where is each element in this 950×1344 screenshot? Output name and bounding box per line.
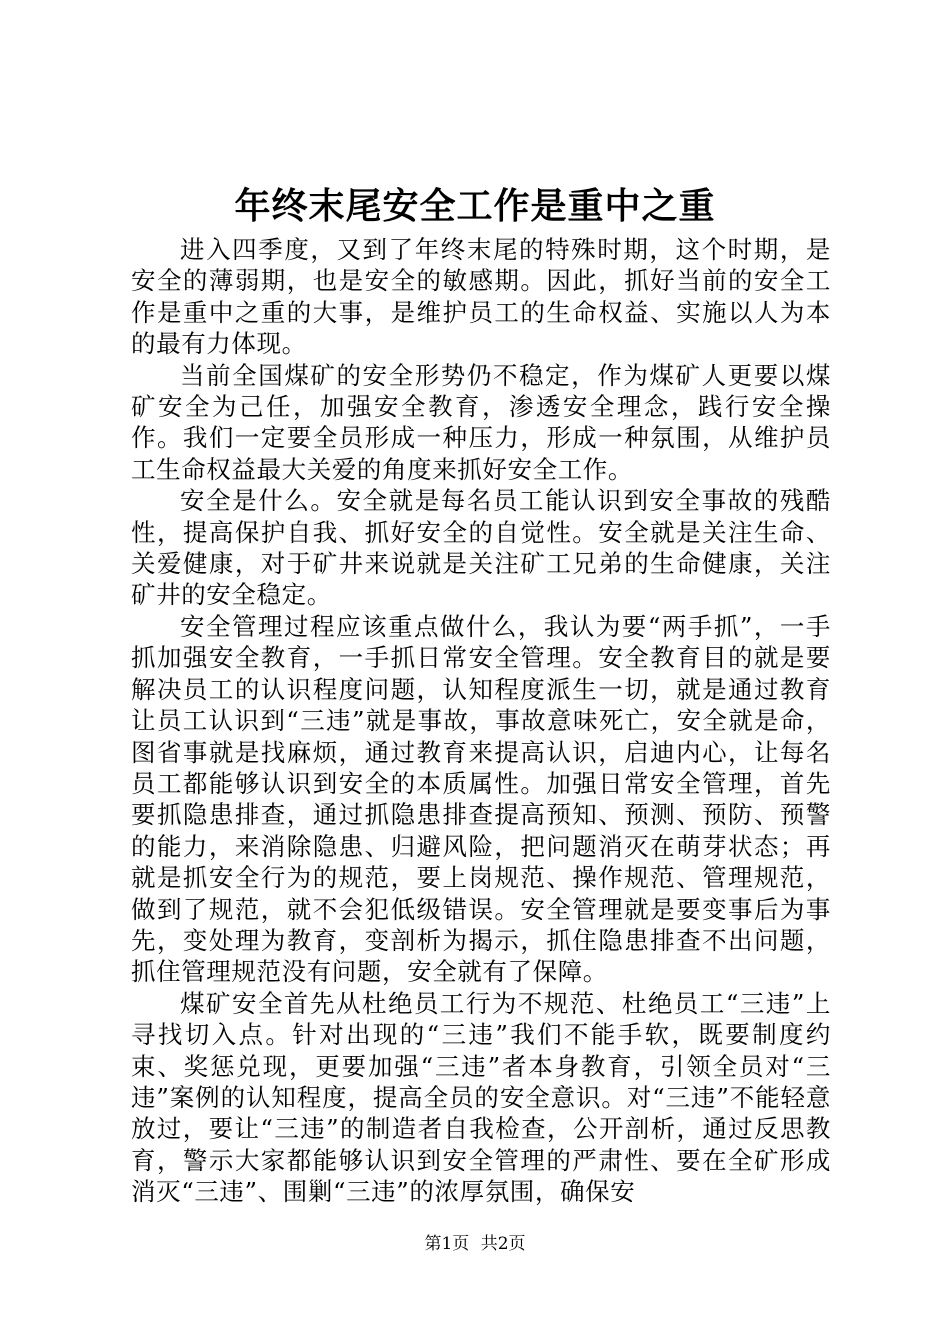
page-total: 共2页	[480, 1234, 526, 1254]
paragraph-5: 煤矿安全首先从杜绝员工行为不规范、杜绝员工“三违”上寻找切入点。针对出现的“三违”我们不能手软，既要制度约束、奖惩兑现，更要加强“三违”者本身教育，引领全员对“三违”案例的认知程度，提高全员的安全意识。对“三违”不能轻意放过，要让“三违”的制造者自我检查，公开剖析，通过反思教育，警示大家都能够认识到安全管理的严肃性、要在全矿形成消灭“三违”、围剿“三违”的浓厚氛围，确保安	[131, 988, 831, 1207]
document-title: 年终末尾安全工作是重中之重	[234, 185, 716, 227]
paragraph-3: 安全是什么。安全就是每名员工能认识到安全事故的残酷性，提高保护自我、抓好安全的自觉性。安全就是关注生命、关爱健康，对于矿井来说就是关注矿工兄弟的生命健康，关注矿井的安全稳定。	[131, 486, 831, 610]
paragraph-4: 安全管理过程应该重点做什么，我认为要“两手抓”，一手抓加强安全教育，一手抓日常安全管理。安全教育目的就是要解决员工的认识程度问题，认知程度派生一切，就是通过教育让员工认识到“三违”就是事故，事故意味死亡，安全就是命，图省事就是找麻烦，通过教育来提高认识，启迪内心，让每名员工都能够认识到安全的本质属性。加强日常安全管理，首先要抓隐患排查，通过抓隐患排查提高预知、预测、预防、预警的能力，来消除隐患、归避风险，把问题消灭在萌芽状态；再就是抓安全行为的规范，要上岗规范、操作规范、管理规范，做到了规范，就不会犯低级错误。安全管理就是要变事后为事先，变处理为教育，变剖析为揭示，抓住隐患排查不出问题，抓住管理规范没有问题，安全就有了保障。	[131, 611, 831, 987]
document-body	[131, 234, 831, 1208]
paragraph-1: 进入四季度，又到了年终末尾的特殊时期，这个时期，是安全的薄弱期，也是安全的敏感期。因此，抓好当前的安全工作是重中之重的大事，是维护员工的生命权益、实施以人为本的最有力体现。	[131, 235, 831, 359]
paragraph-2: 当前全国煤矿的安全形势仍不稳定，作为煤矿人更要以煤矿安全为己任，加强安全教育，渗透安全理念，践行安全操作。我们一定要全员形成一种压力，形成一种氛围，从维护员工生命权益最大关爱的角度来抓好安全工作。	[131, 360, 831, 484]
page-footer	[0, 1232, 950, 1256]
page-number: 第1页	[424, 1234, 470, 1254]
